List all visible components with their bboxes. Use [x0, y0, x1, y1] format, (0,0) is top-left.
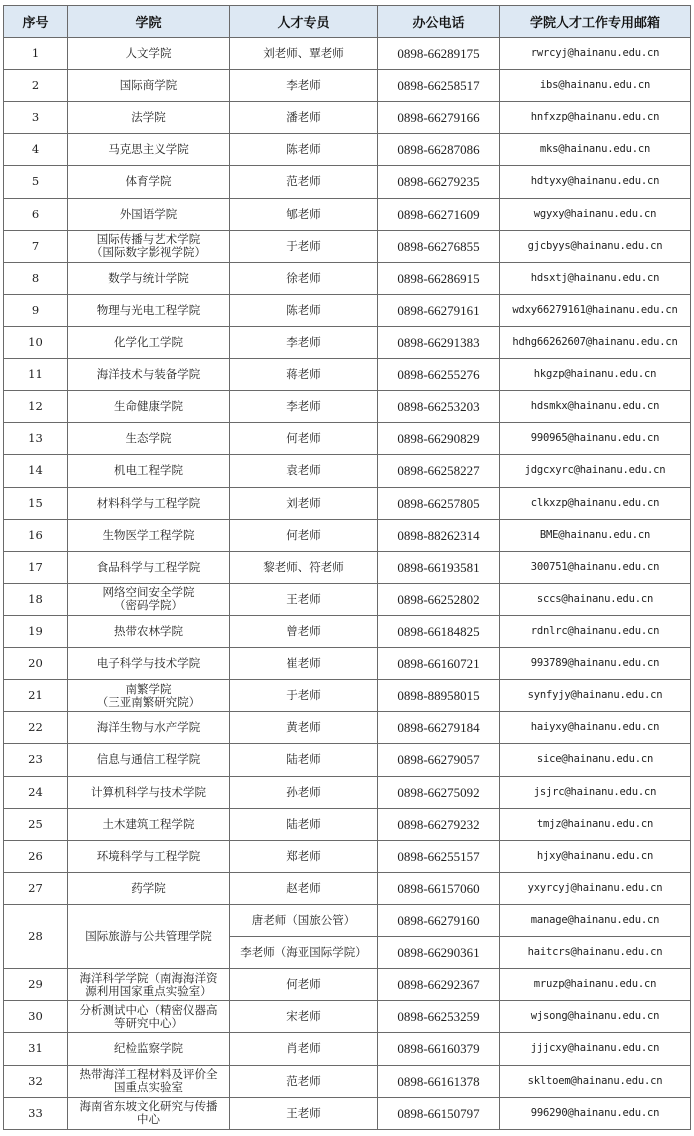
office-phone: 0898-66253203: [378, 391, 500, 423]
table-row: [4, 744, 691, 776]
row-number: 6: [4, 198, 68, 230]
table-row: [4, 198, 691, 230]
talent-contact-table: [3, 5, 691, 1130]
talent-contact: 李老师: [230, 326, 378, 358]
talent-contact: 陈老师: [230, 134, 378, 166]
recruit-email: mks@hainanu.edu.cn: [500, 134, 691, 166]
row-number: 8: [4, 262, 68, 294]
table-row: [4, 134, 691, 166]
college-name: 分析测试中心（精密仪器高: [79, 1002, 218, 1017]
office-phone: 0898-66255157: [378, 840, 500, 872]
talent-contact: 郇老师: [230, 198, 378, 230]
office-phone: 0898-66279184: [378, 712, 500, 744]
college-cell: [68, 294, 230, 326]
college-name: 海洋科学学院（南海海洋资: [79, 970, 218, 985]
talent-contact: 陆老师: [230, 808, 378, 840]
row-number: 27: [4, 872, 68, 904]
recruit-email: rwrcyj@hainanu.edu.cn: [500, 38, 691, 70]
college-cell: [68, 38, 230, 70]
talent-contact: 肖老师: [230, 1033, 378, 1065]
college-name: 数学与统计学院: [108, 270, 189, 285]
talent-contact: 袁老师: [230, 455, 378, 487]
college-cell: [68, 359, 230, 391]
row-number: 21: [4, 680, 68, 712]
office-phone: 0898-66279232: [378, 808, 500, 840]
table-header: [4, 6, 691, 38]
talent-contact: 曾老师: [230, 615, 378, 647]
college-name: 体育学院: [125, 174, 172, 189]
college-name: 环境科学与工程学院: [96, 848, 201, 863]
college-cell: [68, 712, 230, 744]
row-number: 5: [4, 166, 68, 198]
office-phone: 0898-66252802: [378, 583, 500, 615]
table-row: [4, 969, 691, 1001]
talent-contact: 宋老师: [230, 1001, 378, 1033]
recruit-email: tmjz@hainanu.edu.cn: [500, 808, 691, 840]
office-phone: 0898-66290361: [378, 937, 500, 969]
college-name: 热带农林学院: [114, 624, 183, 639]
table-row: [4, 776, 691, 808]
talent-contact: 陆老师: [230, 744, 378, 776]
talent-contact: 郑老师: [230, 840, 378, 872]
row-number: 17: [4, 551, 68, 583]
table-row: [4, 487, 691, 519]
college-cell: [68, 1001, 230, 1033]
college-name: 生态学院: [125, 431, 172, 446]
college-name: 纪检监察学院: [114, 1041, 183, 1056]
row-number: 14: [4, 455, 68, 487]
table-row: [4, 102, 691, 134]
office-phone: 0898-66279057: [378, 744, 500, 776]
college-name-line2: 源利用国家重点实验室）: [85, 983, 212, 998]
college-cell: [68, 969, 230, 1001]
office-phone: 0898-66291383: [378, 326, 500, 358]
talent-contact: 刘老师、覃老师: [230, 38, 378, 70]
table-row: [4, 1001, 691, 1033]
recruit-email: jdgcxyrc@hainanu.edu.cn: [500, 455, 691, 487]
talent-contact: 李老师: [230, 70, 378, 102]
office-phone: 0898-66193581: [378, 551, 500, 583]
row-number: 9: [4, 294, 68, 326]
talent-contact: 何老师: [230, 519, 378, 551]
talent-contact: 李老师（海亚国际学院）: [230, 937, 378, 969]
row-number: 1: [4, 38, 68, 70]
row-number: 20: [4, 648, 68, 680]
college-name: 土木建筑工程学院: [102, 816, 195, 831]
row-number: 4: [4, 134, 68, 166]
header-phone: 办公电话: [378, 6, 500, 38]
recruit-email: hdtyxy@hainanu.edu.cn: [500, 166, 691, 198]
row-number: 13: [4, 423, 68, 455]
college-cell: [68, 615, 230, 647]
talent-contact: 范老师: [230, 1065, 378, 1097]
recruit-email: haitcrs@hainanu.edu.cn: [500, 937, 691, 969]
table-row: [4, 583, 691, 615]
recruit-email: clkxzp@hainanu.edu.cn: [500, 487, 691, 519]
recruit-email: wdxy66279161@hainanu.edu.cn: [500, 294, 691, 326]
talent-contact: 崔老师: [230, 648, 378, 680]
college-cell: [68, 198, 230, 230]
office-phone: 0898-66279161: [378, 294, 500, 326]
recruit-email: ibs@hainanu.edu.cn: [500, 70, 691, 102]
college-name-line2: 国重点实验室: [114, 1080, 183, 1095]
recruit-email: wgyxy@hainanu.edu.cn: [500, 198, 691, 230]
table-row: [4, 519, 691, 551]
college-name: 法学院: [131, 110, 166, 125]
table-row: [4, 294, 691, 326]
college-name: 国际传播与艺术学院: [96, 232, 201, 247]
office-phone: 0898-66160379: [378, 1033, 500, 1065]
talent-contact: 何老师: [230, 423, 378, 455]
table-row: [4, 359, 691, 391]
college-cell: [68, 102, 230, 134]
recruit-email: sccs@hainanu.edu.cn: [500, 583, 691, 615]
college-cell: [68, 326, 230, 358]
college-cell: [68, 1097, 230, 1129]
row-number: 25: [4, 808, 68, 840]
college-name-line2: （密码学院）: [114, 598, 183, 613]
table-row: [4, 904, 691, 936]
table-row: [4, 872, 691, 904]
office-phone: 0898-66258517: [378, 70, 500, 102]
row-number: 30: [4, 1001, 68, 1033]
college-cell: [68, 776, 230, 808]
row-number: 16: [4, 519, 68, 551]
talent-contact: 潘老师: [230, 102, 378, 134]
office-phone: 0898-66292367: [378, 969, 500, 1001]
college-name: 生命健康学院: [114, 399, 183, 414]
table-row: [4, 262, 691, 294]
college-name: 计算机科学与技术学院: [91, 784, 206, 799]
row-number: 11: [4, 359, 68, 391]
college-name: 国际旅游与公共管理学院: [68, 904, 230, 968]
office-phone: 0898-66279160: [378, 904, 500, 936]
row-number: 15: [4, 487, 68, 519]
college-cell: [68, 872, 230, 904]
college-name: 海南省东坡文化研究与传播: [79, 1099, 218, 1114]
college-name: 物理与光电工程学院: [96, 302, 201, 317]
table-row: [4, 455, 691, 487]
recruit-email: jsjrc@hainanu.edu.cn: [500, 776, 691, 808]
college-cell: [68, 166, 230, 198]
college-cell: [68, 680, 230, 712]
recruit-email: BME@hainanu.edu.cn: [500, 519, 691, 551]
table-row: [4, 70, 691, 102]
office-phone: 0898-66184825: [378, 615, 500, 647]
table-row: [4, 38, 691, 70]
office-phone: 0898-66150797: [378, 1097, 500, 1129]
office-phone: 0898-66255276: [378, 359, 500, 391]
office-phone: 0898-88958015: [378, 680, 500, 712]
table-row: [4, 680, 691, 712]
office-phone: 0898-66287086: [378, 134, 500, 166]
office-phone: 0898-66257805: [378, 487, 500, 519]
row-number: 18: [4, 583, 68, 615]
row-number: 22: [4, 712, 68, 744]
college-name-line2: 等研究中心）: [114, 1015, 183, 1030]
college-name: 海洋生物与水产学院: [96, 720, 201, 735]
college-name: 材料科学与工程学院: [96, 495, 201, 510]
row-number: 28: [4, 904, 68, 968]
header-number: 序号: [4, 6, 68, 38]
table-row: [4, 551, 691, 583]
college-cell: [68, 423, 230, 455]
recruit-email: mruzp@hainanu.edu.cn: [500, 969, 691, 1001]
college-name: 信息与通信工程学院: [96, 752, 201, 767]
college-cell: [68, 551, 230, 583]
talent-contact: 黎老师、符老师: [230, 551, 378, 583]
college-cell: [68, 1033, 230, 1065]
header-email: 学院人才工作专用邮箱: [500, 6, 691, 38]
table-row: [4, 840, 691, 872]
row-number: 23: [4, 744, 68, 776]
office-phone: 0898-66286915: [378, 262, 500, 294]
talent-contact: 王老师: [230, 583, 378, 615]
recruit-email: manage@hainanu.edu.cn: [500, 904, 691, 936]
office-phone: 0898-66253259: [378, 1001, 500, 1033]
college-name-line2: （国际数字影视学院）: [91, 245, 206, 260]
row-number: 19: [4, 615, 68, 647]
college-cell: [68, 487, 230, 519]
talent-contact: 黄老师: [230, 712, 378, 744]
college-cell: [68, 519, 230, 551]
talent-contact: 唐老师（国旅公管）: [230, 904, 378, 936]
college-name: 机电工程学院: [114, 463, 183, 478]
talent-contact: 陈老师: [230, 294, 378, 326]
recruit-email: hkgzp@hainanu.edu.cn: [500, 359, 691, 391]
row-number: 3: [4, 102, 68, 134]
row-number: 29: [4, 969, 68, 1001]
college-cell: [68, 1065, 230, 1097]
college-cell: [68, 583, 230, 615]
header-row: [4, 6, 691, 38]
college-name: 化学化工学院: [114, 335, 183, 350]
college-cell: [68, 70, 230, 102]
office-phone: 0898-66160721: [378, 648, 500, 680]
talent-contact: 何老师: [230, 969, 378, 1001]
office-phone: 0898-66161378: [378, 1065, 500, 1097]
talent-contact: 李老师: [230, 391, 378, 423]
table-row: [4, 712, 691, 744]
college-name: 网络空间安全学院: [102, 585, 195, 600]
recruit-email: sice@hainanu.edu.cn: [500, 744, 691, 776]
recruit-email: 300751@hainanu.edu.cn: [500, 551, 691, 583]
office-phone: 0898-66279235: [378, 166, 500, 198]
college-name: 电子科学与技术学院: [96, 656, 201, 671]
office-phone: 0898-66275092: [378, 776, 500, 808]
header-contact: 人才专员: [230, 6, 378, 38]
recruit-email: wjsong@hainanu.edu.cn: [500, 1001, 691, 1033]
office-phone: 0898-66276855: [378, 230, 500, 262]
office-phone: 0898-66289175: [378, 38, 500, 70]
table-row: [4, 1033, 691, 1065]
header-college: 学院: [68, 6, 230, 38]
recruit-email: synfyjy@hainanu.edu.cn: [500, 680, 691, 712]
college-name-line2: （三亚南繁研究院）: [96, 694, 201, 709]
recruit-email: 990965@hainanu.edu.cn: [500, 423, 691, 455]
college-cell: [68, 808, 230, 840]
office-phone: 0898-88262314: [378, 519, 500, 551]
college-cell: [68, 391, 230, 423]
table-row: [4, 648, 691, 680]
recruit-email: yxyrcyj@hainanu.edu.cn: [500, 872, 691, 904]
row-number: 24: [4, 776, 68, 808]
office-phone: 0898-66279166: [378, 102, 500, 134]
row-number: 33: [4, 1097, 68, 1129]
table-row: [4, 808, 691, 840]
table-row: [4, 391, 691, 423]
college-cell: [68, 262, 230, 294]
college-name: 生物医学工程学院: [102, 527, 195, 542]
row-number: 26: [4, 840, 68, 872]
recruit-email: jjjcxy@hainanu.edu.cn: [500, 1033, 691, 1065]
recruit-email: hdsmkx@hainanu.edu.cn: [500, 391, 691, 423]
recruit-email: hjxy@hainanu.edu.cn: [500, 840, 691, 872]
table-row: [4, 166, 691, 198]
recruit-email: rdnlrc@hainanu.edu.cn: [500, 615, 691, 647]
row-number: 31: [4, 1033, 68, 1065]
talent-contact: 赵老师: [230, 872, 378, 904]
recruit-email: 993789@hainanu.edu.cn: [500, 648, 691, 680]
talent-contact: 蒋老师: [230, 359, 378, 391]
table-row: [4, 615, 691, 647]
table-row: [4, 326, 691, 358]
row-number: 12: [4, 391, 68, 423]
office-phone: 0898-66290829: [378, 423, 500, 455]
college-cell: [68, 744, 230, 776]
talent-contact: 范老师: [230, 166, 378, 198]
college-name: 马克思主义学院: [108, 142, 189, 157]
table-row: [4, 1097, 691, 1129]
college-name: 南繁学院: [125, 681, 172, 696]
college-cell: [68, 648, 230, 680]
row-number: 7: [4, 230, 68, 262]
college-name: 外国语学院: [119, 206, 178, 221]
recruit-email: hnfxzp@hainanu.edu.cn: [500, 102, 691, 134]
row-number: 32: [4, 1065, 68, 1097]
recruit-email: 996290@hainanu.edu.cn: [500, 1097, 691, 1129]
recruit-email: hdsxtj@hainanu.edu.cn: [500, 262, 691, 294]
table-row: [4, 1065, 691, 1097]
college-cell: [68, 840, 230, 872]
college-cell: [68, 230, 230, 262]
talent-contact: 孙老师: [230, 776, 378, 808]
table-row: [4, 423, 691, 455]
office-phone: 0898-66258227: [378, 455, 500, 487]
college-cell: [68, 455, 230, 487]
talent-contact: 于老师: [230, 680, 378, 712]
row-number: 2: [4, 70, 68, 102]
talent-contact: 徐老师: [230, 262, 378, 294]
talent-contact: 于老师: [230, 230, 378, 262]
table-body: [4, 38, 691, 1130]
recruit-email: haiyxy@hainanu.edu.cn: [500, 712, 691, 744]
college-name: 海洋技术与装备学院: [96, 367, 201, 382]
talent-contact: 刘老师: [230, 487, 378, 519]
office-phone: 0898-66157060: [378, 872, 500, 904]
college-name: 食品科学与工程学院: [96, 559, 201, 574]
college-name: 热带海洋工程材料及评价全: [79, 1067, 218, 1082]
college-cell: [68, 134, 230, 166]
college-name: 药学院: [131, 880, 166, 895]
college-name: 人文学院: [125, 46, 172, 61]
row-number: 10: [4, 326, 68, 358]
office-phone: 0898-66271609: [378, 198, 500, 230]
college-name-line2: 中心: [137, 1112, 160, 1127]
table-row: [4, 230, 691, 262]
recruit-email: gjcbyys@hainanu.edu.cn: [500, 230, 691, 262]
talent-contact: 王老师: [230, 1097, 378, 1129]
college-name: 国际商学院: [119, 78, 178, 93]
recruit-email: hdhg66262607@hainanu.edu.cn: [500, 326, 691, 358]
recruit-email: skltoem@hainanu.edu.cn: [500, 1065, 691, 1097]
